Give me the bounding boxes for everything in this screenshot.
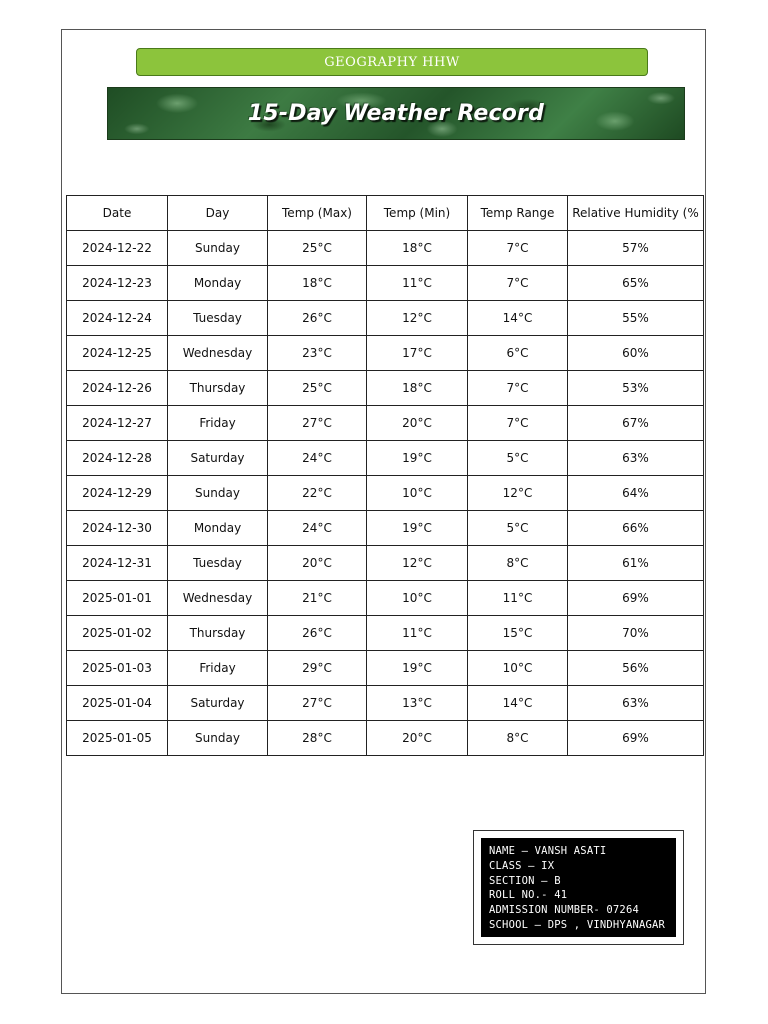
column-header-date: Date [67,196,168,231]
cell-temp-range: 8°C [468,721,568,756]
cell-day: Wednesday [168,581,268,616]
table-row [67,581,704,616]
column-header-temp-range: Temp Range [468,196,568,231]
table-row [67,651,704,686]
cell-temp-max: 18°C [268,266,367,301]
cell-temp-min: 20°C [367,406,468,441]
column-header-day: Day [168,196,268,231]
cell-temp-range: 7°C [468,406,568,441]
page-title: 15-Day Weather Record [247,101,545,126]
cell-temp-max: 25°C [268,371,367,406]
cell-temp-range: 11°C [468,581,568,616]
cell-date: 2025-01-02 [67,616,168,651]
cell-temp-range: 6°C [468,336,568,371]
cell-date: 2024-12-22 [67,231,168,266]
cell-humidity: 61% [568,546,704,581]
cell-temp-range: 12°C [468,476,568,511]
student-info-box [473,830,684,945]
cell-temp-min: 11°C [367,266,468,301]
table-row [67,476,704,511]
cell-day: Wednesday [168,336,268,371]
student-info-panel [481,838,676,937]
cell-humidity: 64% [568,476,704,511]
table-row [67,406,704,441]
cell-day: Sunday [168,231,268,266]
student-name: NAME – VANSH ASATI [489,845,607,857]
cell-temp-max: 27°C [268,406,367,441]
table-row [67,301,704,336]
cell-temp-min: 17°C [367,336,468,371]
cell-temp-max: 21°C [268,581,367,616]
cell-humidity: 60% [568,336,704,371]
cell-humidity: 65% [568,266,704,301]
cell-temp-min: 13°C [367,686,468,721]
cell-temp-range: 7°C [468,266,568,301]
cell-temp-range: 15°C [468,616,568,651]
table-row [67,511,704,546]
cell-day: Monday [168,266,268,301]
cell-humidity: 53% [568,371,704,406]
student-admission-number: ADMISSION NUMBER- 07264 [489,904,639,917]
cell-temp-max: 26°C [268,616,367,651]
cell-day: Sunday [168,476,268,511]
cell-day: Tuesday [168,301,268,336]
cell-humidity: 55% [568,301,704,336]
cell-temp-min: 18°C [367,371,468,406]
cell-temp-range: 14°C [468,686,568,721]
cell-temp-min: 18°C [367,231,468,266]
cell-humidity: 63% [568,686,704,721]
cell-temp-min: 12°C [367,546,468,581]
table-header-row [67,196,704,231]
cell-humidity: 69% [568,581,704,616]
cell-temp-max: 24°C [268,511,367,546]
cell-temp-min: 10°C [367,476,468,511]
table-row [67,336,704,371]
cell-date: 2024-12-30 [67,511,168,546]
table-row [67,231,704,266]
cell-date: 2025-01-03 [67,651,168,686]
weather-table [66,195,704,756]
cell-day: Thursday [168,371,268,406]
cell-date: 2024-12-25 [67,336,168,371]
cell-day: Thursday [168,616,268,651]
student-school: SCHOOL – DPS , VINDHYANAGAR [489,918,666,931]
table-row [67,721,704,756]
cell-temp-max: 28°C [268,721,367,756]
cell-temp-min: 19°C [367,511,468,546]
cell-temp-range: 7°C [468,231,568,266]
cell-temp-min: 20°C [367,721,468,756]
cell-day: Friday [168,651,268,686]
cell-temp-range: 14°C [468,301,568,336]
cell-temp-max: 26°C [268,301,367,336]
cell-temp-range: 5°C [468,441,568,476]
student-section: SECTION – B [489,874,561,887]
cell-day: Saturday [168,441,268,476]
cell-humidity: 66% [568,511,704,546]
cell-temp-range: 7°C [468,371,568,406]
cell-day: Sunday [168,721,268,756]
cell-humidity: 57% [568,231,704,266]
table-row [67,686,704,721]
cell-temp-min: 12°C [367,301,468,336]
cell-temp-range: 8°C [468,546,568,581]
student-class: CLASS – IX [489,859,555,872]
cell-date: 2024-12-28 [67,441,168,476]
cell-date: 2024-12-23 [67,266,168,301]
cell-date: 2024-12-29 [67,476,168,511]
cell-temp-max: 23°C [268,336,367,371]
cell-humidity: 67% [568,406,704,441]
cell-date: 2025-01-01 [67,581,168,616]
cell-temp-range: 10°C [468,651,568,686]
column-header-humidity: Relative Humidity (% [568,196,704,231]
cell-temp-min: 19°C [367,441,468,476]
table-row [67,371,704,406]
title-banner [107,87,685,140]
cell-temp-max: 22°C [268,476,367,511]
cell-humidity: 56% [568,651,704,686]
cell-date: 2025-01-05 [67,721,168,756]
column-header-temp-min: Temp (Min) [367,196,468,231]
table-row [67,616,704,651]
cell-date: 2025-01-04 [67,686,168,721]
table-body [67,231,704,756]
cell-temp-max: 24°C [268,441,367,476]
cell-humidity: 69% [568,721,704,756]
table-row [67,266,704,301]
cell-temp-max: 27°C [268,686,367,721]
cell-day: Tuesday [168,546,268,581]
cell-temp-range: 5°C [468,511,568,546]
cell-day: Saturday [168,686,268,721]
cell-temp-max: 20°C [268,546,367,581]
cell-date: 2024-12-31 [67,546,168,581]
table-row [67,441,704,476]
subject-label: GEOGRAPHY HHW [324,54,460,70]
cell-humidity: 70% [568,616,704,651]
cell-temp-min: 11°C [367,616,468,651]
table-row [67,546,704,581]
student-roll-no: ROLL NO.- 41 [489,889,568,902]
cell-temp-max: 25°C [268,231,367,266]
cell-date: 2024-12-24 [67,301,168,336]
subject-banner [136,48,648,76]
cell-temp-min: 19°C [367,651,468,686]
cell-humidity: 63% [568,441,704,476]
cell-temp-min: 10°C [367,581,468,616]
cell-date: 2024-12-26 [67,371,168,406]
cell-day: Friday [168,406,268,441]
column-header-temp-max: Temp (Max) [268,196,367,231]
cell-temp-max: 29°C [268,651,367,686]
cell-date: 2024-12-27 [67,406,168,441]
cell-day: Monday [168,511,268,546]
